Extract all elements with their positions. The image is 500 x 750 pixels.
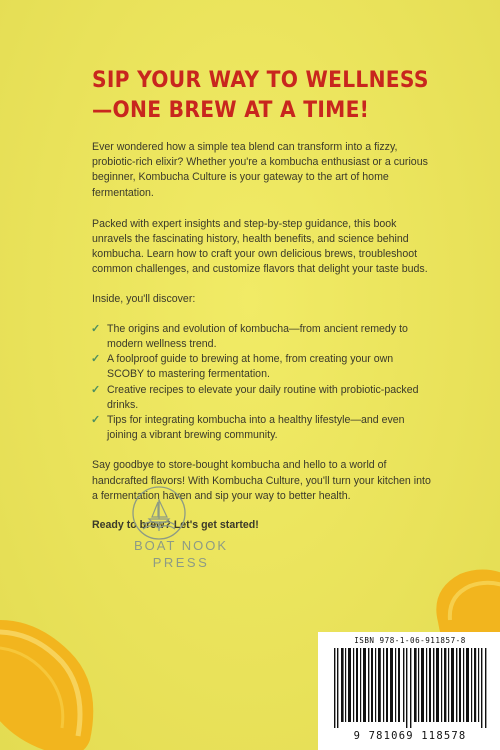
headline-line-2: —ONE BREW AT A TIME! xyxy=(92,98,370,123)
goodbye-paragraph: Say goodbye to store-bought kombucha and hello to a world of handcrafted flavors! With Kombucha Culture, you'll turn your kitchen into a fermentation haven and sip your way to better health. xyxy=(92,459,431,502)
list-item xyxy=(92,352,432,382)
intro-paragraph: Ever wondered how a simple tea blend can transform into a fizzy, probiotic-rich elixir? Whether you're a kombucha enthusiast or a curious beginner, Kombucha Culture is your gateway to the art of home fermentation. xyxy=(92,141,428,199)
publisher-name-line-1: BOAT NOOK xyxy=(133,538,229,553)
check-icon: ✓ xyxy=(91,414,101,427)
check-icon: ✓ xyxy=(91,353,101,366)
check-icon: ✓ xyxy=(91,322,101,335)
list-item-text: Creative recipes to elevate your daily routine with probiotic-packed drinks. xyxy=(107,383,419,411)
call-to-action: Ready to brew? Let's get started! xyxy=(92,519,259,532)
check-icon: ✓ xyxy=(91,383,101,396)
boat-book-logo-icon xyxy=(121,485,241,540)
list-item xyxy=(92,322,432,352)
barcode-panel xyxy=(318,632,500,750)
publisher-logo xyxy=(121,485,241,580)
list-item-text: A foolproof guide to brewing at home, from creating your own SCOBY to mastering fermentation. xyxy=(107,353,394,381)
discover-list xyxy=(92,322,432,444)
list-item-text: Tips for integrating kombucha into a healthy lifestyle—and even joining a vibrant brewing community. xyxy=(107,414,405,442)
list-item-text: The origins and evolution of kombucha—from ancient remedy to modern wellness trend. xyxy=(107,322,408,351)
headline xyxy=(92,66,429,126)
barcode-digits: 9 781069 118578 xyxy=(353,730,467,742)
lemon-wedge-left-icon xyxy=(0,612,110,750)
barcode-icon xyxy=(332,648,492,728)
blurb xyxy=(92,140,432,533)
list-item xyxy=(92,413,432,443)
packed-paragraph: Packed with expert insights and step-by-step guidance, this book unravels the fascinating history, health benefits, and science behind kombucha. Learn how to craft your own delicious brews, troubleshoot common challenges, and customize flavors that delight your taste buds. xyxy=(92,217,428,276)
headline-line-1: SIP YOUR WAY TO WELLNESS xyxy=(92,68,429,93)
publisher-name-line-2: PRESS xyxy=(152,555,210,570)
inside-paragraph: Inside, you'll discover: xyxy=(92,292,196,305)
isbn-label: ISBN 978-1-06-911857-8 xyxy=(354,636,466,645)
list-item xyxy=(92,383,432,413)
